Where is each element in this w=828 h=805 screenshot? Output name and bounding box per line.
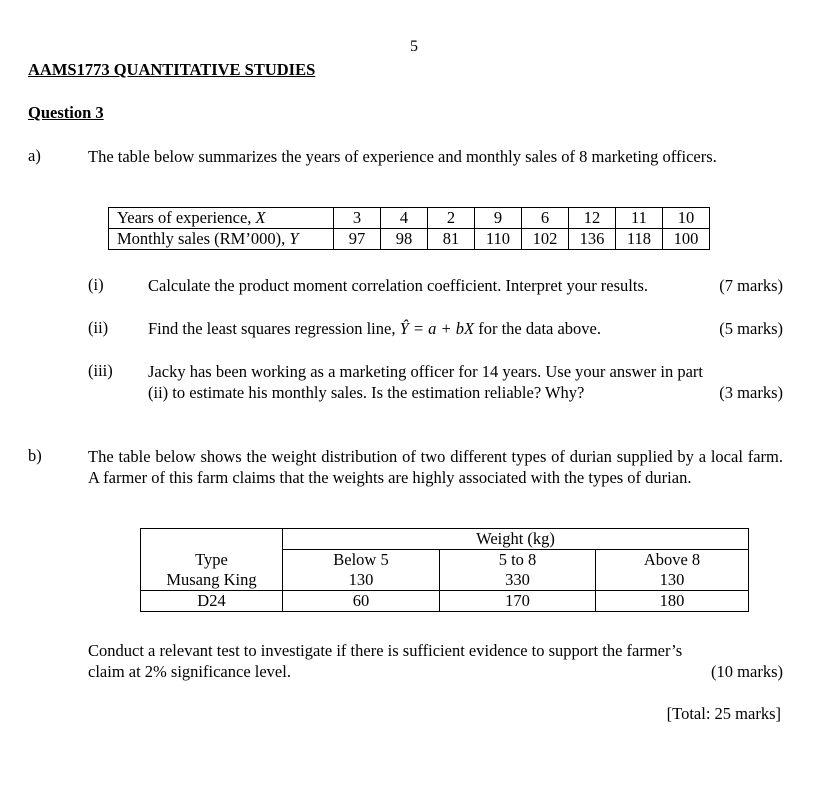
table-cell: 136 — [569, 229, 616, 250]
experience-sales-table — [108, 207, 710, 250]
regression-equation: Ŷ = a + bX — [399, 319, 475, 338]
table-cell: 6 — [522, 208, 569, 229]
course-title: AAMS1773 QUANTITATIVE STUDIES — [28, 60, 316, 79]
category-header: Below 5 — [283, 550, 440, 571]
table-cell: 11 — [616, 208, 663, 229]
table-cell: 4 — [381, 208, 428, 229]
part-b-label: b) — [28, 446, 42, 465]
table-cell: 130 — [596, 570, 749, 591]
table-cell: 180 — [596, 591, 749, 612]
table-cell: 10 — [663, 208, 710, 229]
category-header: 5 to 8 — [440, 550, 596, 571]
table-cell: 100 — [663, 229, 710, 250]
type-header: Type — [141, 550, 283, 571]
table-cell: 97 — [334, 229, 381, 250]
table-cell: 81 — [428, 229, 475, 250]
sub-ii-marks: (5 marks) — [719, 319, 783, 338]
sub-iii-line2: (ii) to estimate his monthly sales. Is the estimation reliable? Why? — [148, 383, 585, 402]
sub-ii-text: Find the least squares regression line, Ŷ = a + bX for the data above. — [148, 319, 602, 338]
page-number: 5 — [410, 38, 418, 55]
sub-i-marks: (7 marks) — [719, 276, 783, 295]
part-b-task — [88, 640, 783, 682]
sub-i-label: (i) — [88, 275, 104, 294]
part-b-task-line1: Conduct a relevant test to investigate if there is sufficient evidence to support the farmer’s — [88, 641, 683, 660]
row-header-sales: Monthly sales (RM’000), Y — [109, 229, 334, 250]
durian-weight-table — [140, 528, 749, 612]
total-marks: [Total: 25 marks] — [666, 704, 781, 723]
part-a-intro: The table below summarizes the years of experience and monthly sales of 8 marketing officers. — [88, 147, 717, 166]
sub-ii-label: (ii) — [88, 318, 109, 337]
row-type: D24 — [141, 591, 283, 612]
part-b-intro: The table below shows the weight distribution of two different types of durian supplied by a local farm. A farmer of this farm claims that the weights are highly associated with the types of durian. — [88, 447, 783, 487]
part-b-marks: (10 marks) — [711, 662, 783, 681]
question-title: Question 3 — [28, 103, 104, 122]
table-cell: 330 — [440, 570, 596, 591]
table-cell: 102 — [522, 229, 569, 250]
table-cell: 12 — [569, 208, 616, 229]
table-row-years — [109, 208, 710, 229]
row-header-years: Years of experience, X — [109, 208, 334, 229]
sub-ii-question — [148, 318, 783, 339]
weight-header: Weight (kg) — [283, 529, 749, 550]
category-header: Above 8 — [596, 550, 749, 571]
sub-iii-marks: (3 marks) — [719, 383, 783, 402]
sub-i-question — [148, 275, 783, 296]
sub-i-text: Calculate the product moment correlation coefficient. Interpret your results. — [148, 276, 649, 295]
table-row — [141, 591, 749, 612]
row-type: Musang King — [141, 570, 283, 591]
table-row-header2 — [141, 550, 749, 571]
table-cell: 130 — [283, 570, 440, 591]
table-cell: 2 — [428, 208, 475, 229]
part-a-label: a) — [28, 146, 41, 165]
table-cell: 60 — [283, 591, 440, 612]
table-cell: 98 — [381, 229, 428, 250]
table-cell: 170 — [440, 591, 596, 612]
sub-iii-label: (iii) — [88, 361, 113, 380]
table-row — [141, 570, 749, 591]
table-cell: 9 — [475, 208, 522, 229]
sub-iii-line1: Jacky has been working as a marketing officer for 14 years. Use your answer in part — [148, 362, 704, 381]
table-cell: 118 — [616, 229, 663, 250]
type-header-top — [141, 529, 283, 550]
table-row-sales — [109, 229, 710, 250]
sub-iii-question — [148, 361, 783, 403]
table-cell: 3 — [334, 208, 381, 229]
table-row-header1 — [141, 529, 749, 550]
part-b-task-line2: claim at 2% significance level. — [88, 662, 291, 681]
table-cell: 110 — [475, 229, 522, 250]
